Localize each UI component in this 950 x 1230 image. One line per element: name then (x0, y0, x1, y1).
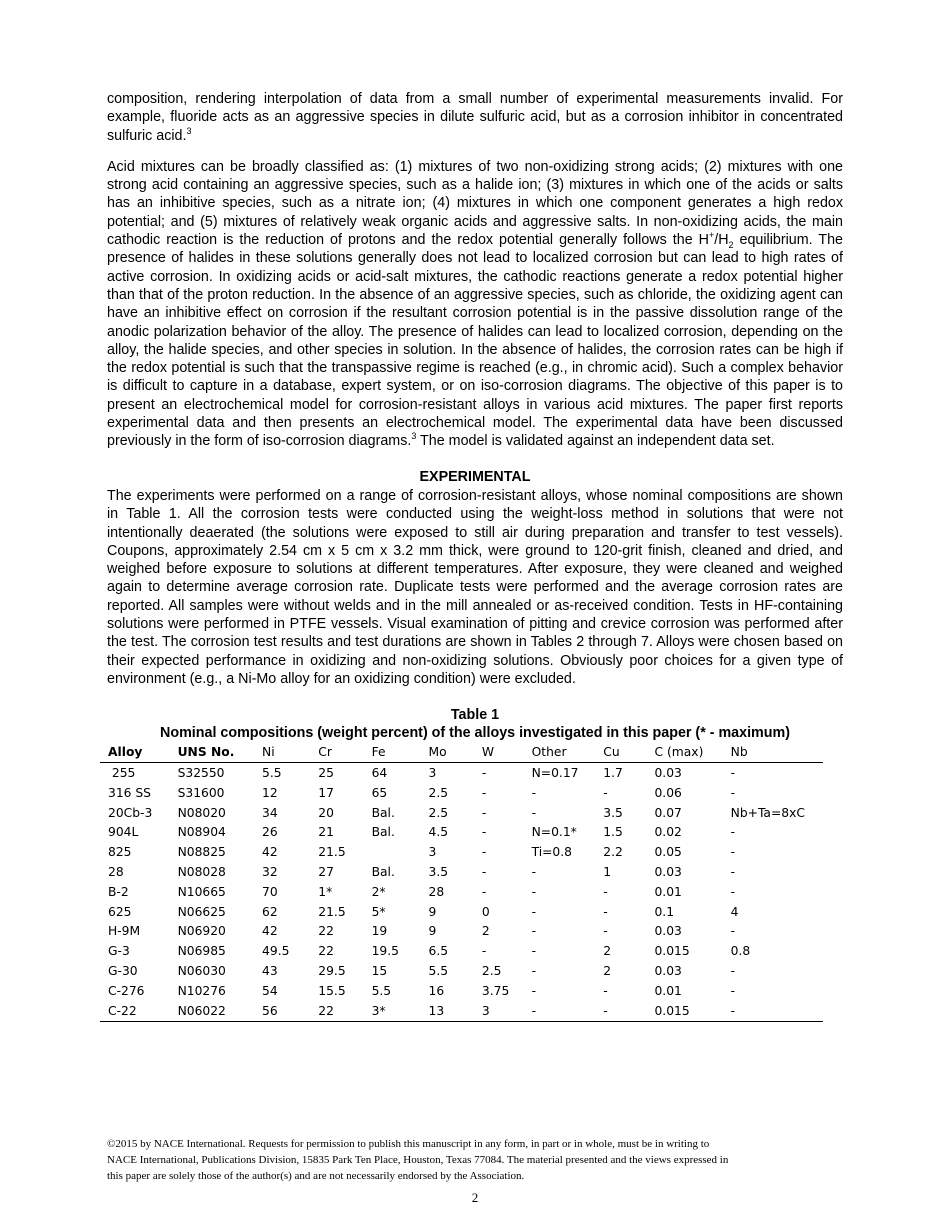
table-cell: - (531, 904, 537, 919)
table-cell: 43 (262, 964, 278, 979)
table-cell: N08020 (177, 805, 226, 820)
column-header: Cr (310, 742, 363, 763)
column-header: Mo (421, 742, 474, 763)
table-cell: 3.5 (603, 805, 623, 820)
table-cell: S32550 (177, 766, 225, 781)
table-cell: Bal. (371, 825, 395, 840)
citation-ref: 3 (186, 125, 192, 136)
table-cell: - (595, 1001, 646, 1021)
column-header: C (max) (646, 742, 722, 763)
table-row (100, 842, 823, 862)
table-cell: - (730, 964, 736, 979)
table-cell: 904L (108, 825, 139, 840)
paragraph-text: equilibrium. The presence of halides in these solutions generally does not lead to localized corrosion but can lead to high rates of active corrosion. In oxidizing acids or acid-salt mixtures, the cathodic reactions generate a redox potential higher than that of the proton reduction. In the absence of an aggressive species, such as chloride, the oxidizing agent can have an inhibitive effect on corrosion if the resultant corrosion potential is in the passive dissolution range of the anodic polarization behavior of the alloy. The presence of halides can lead to localized corrosion, depending on the alloy, the halide species, and other species in solution. In the absence of halides, the corrosion rates can be high if the redox potential is such that the transpassive regime is reached (e.g., in chromic acid). Such a complex behavior is difficult to capture in a database, expert system, or on iso-corrosion diagrams. The objective of this paper is to present an electrochemical model for corrosion-resistant alloys in various acid mixtures. The paper first reports experimental data and then presents an electrochemical model. The experimental data have been discussed previously in the form of iso-corrosion diagrams. (107, 232, 843, 450)
column-header: UNS No. (170, 742, 254, 763)
table-cell: - (603, 924, 608, 939)
table-row (100, 961, 823, 981)
table-cell: 0.01 (654, 884, 682, 899)
table-cell: B-2 (108, 884, 129, 899)
table-cell: - (481, 845, 487, 860)
table-cell: - (730, 924, 736, 939)
table-cell: 0.03 (654, 924, 682, 939)
table-row (100, 902, 823, 922)
table-cell: - (531, 964, 537, 979)
table-cell: - (730, 983, 736, 998)
table-cell (364, 842, 421, 862)
table-cell: 5.5 (428, 964, 449, 979)
table-cell: - (481, 944, 487, 959)
column-header: Cu (595, 742, 646, 763)
table-cell: N06022 (170, 1001, 254, 1021)
table-cell: 0.03 (654, 766, 682, 781)
table-cell: 20Cb-3 (108, 805, 153, 820)
table-body (100, 763, 823, 1021)
paragraph-experimental: The experiments were performed on a range of corrosion-resistant alloys, whose nominal compositions are shown in Table 1. All the corrosion tests were conducted using the weight-loss method in solutions that were not intentionally deaerated (the solutions were exposed to still air during preparation and transfer to test vessels). Coupons, approximately 2.54 cm x 5 cm x 3.2 mm thick, were ground to 120-grit finish, cleaned and dried, and weighed before exposure to solutions at different temperatures. After exposure, they were cleaned and weighed again to determine average corrosion rate. Duplicate tests were performed and the average corrosion rates are reported. All samples were without welds and in the mill annealed or as-received condition. Tests in HF-containing solutions were performed in PTFE vessels. Visual examination of pitting and crevice corrosion was performed after the test. The corrosion test results and test durations are shown in Tables 2 through 7. Alloys were chosen based on their expected performance in oxidizing and non-oxidizing solutions. Obviously poor choices for a given type of environment (e.g., a Ni-Mo alloy for an oxidizing condition) were excluded. (107, 487, 843, 687)
table-cell: - (730, 825, 736, 840)
table-cell: 21.5 (318, 845, 346, 860)
table-row (100, 763, 823, 783)
table-cell: 0.015 (654, 944, 690, 959)
column-header: Ni (254, 742, 310, 763)
table-cell: 5.5 (371, 983, 392, 998)
copyright-footer (107, 1136, 807, 1184)
table-cell: 16 (428, 983, 445, 998)
table-cell: 22 (318, 944, 334, 959)
table-cell: 2 (603, 964, 612, 979)
table-cell: 0.03 (654, 964, 682, 979)
section-heading-experimental: EXPERIMENTAL (419, 468, 531, 485)
column-header: W (474, 742, 524, 763)
table-cell: 28 (428, 884, 445, 899)
table-cell: 0.1 (654, 904, 675, 919)
table-cell: Nb+Ta=8xC (730, 805, 805, 820)
table-row (100, 862, 823, 882)
table-cell: - (481, 884, 487, 899)
table-row (100, 922, 823, 942)
table-cell: 2 (481, 924, 490, 939)
table-cell: N=0.1* (531, 825, 577, 840)
paragraph-text: Acid mixtures can be broadly classified as: (1) mixtures of two non-oxidizing strong acids; (2) mixtures with one strong acid containing an aggressive species, such as a halide ion; (3) mixtures in which one of the acids or salts has an inhibitive species, such as a nitrate ion; (4) mixtures in which one component generates a high redox potential; and (5) mixtures of relatively weak organic acids and aggressive salts. In non-oxidizing acids, the main cathodic reaction is the reduction of protons and the redox potential generally follows the H (107, 158, 843, 249)
table-cell: 4 (730, 904, 739, 919)
table-cell: 22 (310, 1001, 363, 1021)
table-cell: - (524, 1001, 596, 1021)
paragraph-text: /H (714, 232, 729, 249)
table-cell: N=0.17 (531, 766, 579, 781)
table-cell: N06030 (177, 964, 226, 979)
table-cell: - (481, 766, 487, 781)
footer-line: this paper are solely those of the author(s) and are not necessarily endorsed by the Association. (107, 1170, 525, 1182)
table-cell: 0.03 (654, 865, 682, 880)
footer-line: ©2015 by NACE International. Requests for permission to publish this manuscript in any form, in part or in whole, must be in writing to (107, 1138, 710, 1150)
table-cell: - (531, 865, 537, 880)
table-cell: 42 (262, 845, 278, 860)
table-cell: S31600 (177, 785, 225, 800)
table-row (100, 783, 823, 803)
table-cell: 625 (108, 904, 132, 919)
table-cell: 54 (262, 983, 278, 998)
table-cell: 12 (262, 785, 278, 800)
table-cell: 2.5 (428, 785, 449, 800)
table-cell: 25 (318, 766, 334, 781)
table-cell: 3 (428, 845, 437, 860)
table-cell: 2.5 (428, 805, 449, 820)
table-cell: N06985 (177, 944, 226, 959)
alloy-composition-table (100, 742, 823, 1021)
table-cell: G-30 (108, 964, 138, 979)
paragraph-acid-mixtures (107, 158, 843, 451)
table-cell: C-22 (100, 1001, 170, 1021)
table-cell: N06920 (177, 924, 226, 939)
table-cell: 19.5 (371, 944, 399, 959)
table-caption: Nominal compositions (weight percent) of the alloys investigated in this paper (* - maximum) (160, 725, 790, 742)
table-cell: 5.5 (262, 766, 282, 781)
table-cell: 3 (428, 766, 437, 781)
table-cell: 0.07 (654, 805, 682, 820)
table-cell: 21 (318, 825, 334, 840)
table-cell: 1* (318, 884, 333, 899)
table-cell: N10665 (177, 884, 226, 899)
table-cell: - (531, 944, 537, 959)
table-cell: N08904 (177, 825, 226, 840)
table-cell: - (723, 1001, 823, 1021)
paragraph-intro-text: composition, rendering interpolation of data from a small number of experimental measurements invalid. For example, fluoride acts as an aggressive species in dilute sulfuric acid, but as a corrosion inhibitor in concentrated sulfuric acid. (107, 91, 843, 144)
paragraph-text: The model is validated against an independent data set. (416, 433, 775, 450)
citation-ref: 3 (411, 431, 417, 442)
table-cell: N08028 (177, 865, 226, 880)
table-cell: - (531, 983, 537, 998)
table-cell: 3.75 (481, 983, 510, 998)
table-cell: 0.06 (654, 785, 682, 800)
table-cell: 255 (108, 766, 136, 781)
table-cell: - (481, 865, 487, 880)
table-cell: 6.5 (428, 944, 449, 959)
table-cell: 64 (371, 766, 388, 781)
subscript-two: 2 (728, 239, 734, 250)
table-cell: - (730, 785, 736, 800)
table-cell: C-276 (108, 983, 145, 998)
table-cell: Ti=0.8 (531, 845, 572, 860)
table-cell: 27 (318, 865, 334, 880)
table-cell: 0.8 (730, 944, 751, 959)
table-cell: 42 (262, 924, 278, 939)
table-cell: - (730, 865, 736, 880)
table-cell: 3* (364, 1001, 421, 1021)
table-cell: 3 (474, 1001, 524, 1021)
table-cell: 2* (371, 884, 386, 899)
table-cell: 49.5 (262, 944, 290, 959)
table-cell: Bal. (371, 865, 395, 880)
column-header: Fe (364, 742, 421, 763)
table-cell: 20 (318, 805, 334, 820)
table-cell: 0.05 (654, 845, 682, 860)
table-cell: - (481, 805, 487, 820)
table-cell: 15 (371, 964, 388, 979)
table-cell: 316 SS (108, 785, 151, 800)
table-cell: 26 (262, 825, 278, 840)
table-cell: 21.5 (318, 904, 346, 919)
table-cell: 2 (603, 944, 612, 959)
table-cell: - (603, 785, 608, 800)
column-header: Other (524, 742, 596, 763)
table-cell: - (531, 805, 537, 820)
paragraph-intro (107, 90, 843, 145)
table-cell: 34 (262, 805, 278, 820)
table-cell: 0.015 (646, 1001, 722, 1021)
page-number: 2 (471, 1190, 479, 1205)
table-cell: 1.5 (603, 825, 623, 840)
table-row (100, 882, 823, 902)
table-cell: 9 (428, 904, 437, 919)
table-cell: 70 (262, 884, 278, 899)
table-cell: 1.7 (603, 766, 623, 781)
table-row (100, 941, 823, 961)
page-content (107, 90, 843, 1022)
table-cell: - (481, 825, 487, 840)
table-header-row (100, 742, 823, 763)
table-cell: 9 (428, 924, 437, 939)
table-cell: 17 (318, 785, 334, 800)
table-cell: 2.2 (603, 845, 623, 860)
table-cell: - (730, 845, 736, 860)
table-cell: 65 (371, 785, 388, 800)
table-cell: 0.01 (654, 983, 682, 998)
table-cell: 13 (421, 1001, 474, 1021)
column-header: Nb (723, 742, 823, 763)
table-cell: 22 (318, 924, 334, 939)
table-cell: 1 (603, 865, 612, 880)
table-cell: - (531, 785, 537, 800)
table-cell: 29.5 (318, 964, 346, 979)
table-cell: 5* (371, 904, 386, 919)
column-header: Alloy (100, 742, 170, 763)
table-cell: Bal. (371, 805, 395, 820)
table-cell: N08825 (177, 845, 226, 860)
table-cell: - (531, 884, 537, 899)
table-cell: N10276 (177, 983, 226, 998)
table-row (100, 981, 823, 1001)
table-cell: - (603, 904, 608, 919)
table-row (100, 1001, 823, 1021)
table-cell: - (730, 884, 736, 899)
superscript-plus: + (708, 230, 715, 241)
table-cell: - (603, 884, 608, 899)
table-cell: 3.5 (428, 865, 449, 880)
table-row (100, 803, 823, 823)
table-cell: 4.5 (428, 825, 449, 840)
table-cell: 62 (262, 904, 278, 919)
table-cell: 28 (108, 865, 124, 880)
table-cell: 56 (254, 1001, 310, 1021)
table-cell: - (481, 785, 487, 800)
footer-line: NACE International, Publications Division, 15835 Park Ten Place, Houston, Texas 77084. The material presented and the views expressed in (107, 1154, 729, 1166)
table-cell: - (730, 766, 736, 781)
table-cell: 32 (262, 865, 278, 880)
table-title: Table 1 (450, 707, 500, 724)
table-cell: H-9M (108, 924, 141, 939)
table-cell: 0.02 (654, 825, 682, 840)
table-cell: 825 (108, 845, 132, 860)
table-cell: 2.5 (481, 964, 502, 979)
table-cell: - (531, 924, 537, 939)
table-cell: 19 (371, 924, 388, 939)
table-cell: G-3 (108, 944, 130, 959)
table-row (100, 823, 823, 843)
table-cell: 15.5 (318, 983, 346, 998)
table-cell: - (603, 983, 608, 998)
table-cell: 0 (481, 904, 490, 919)
table-cell: N06625 (177, 904, 226, 919)
